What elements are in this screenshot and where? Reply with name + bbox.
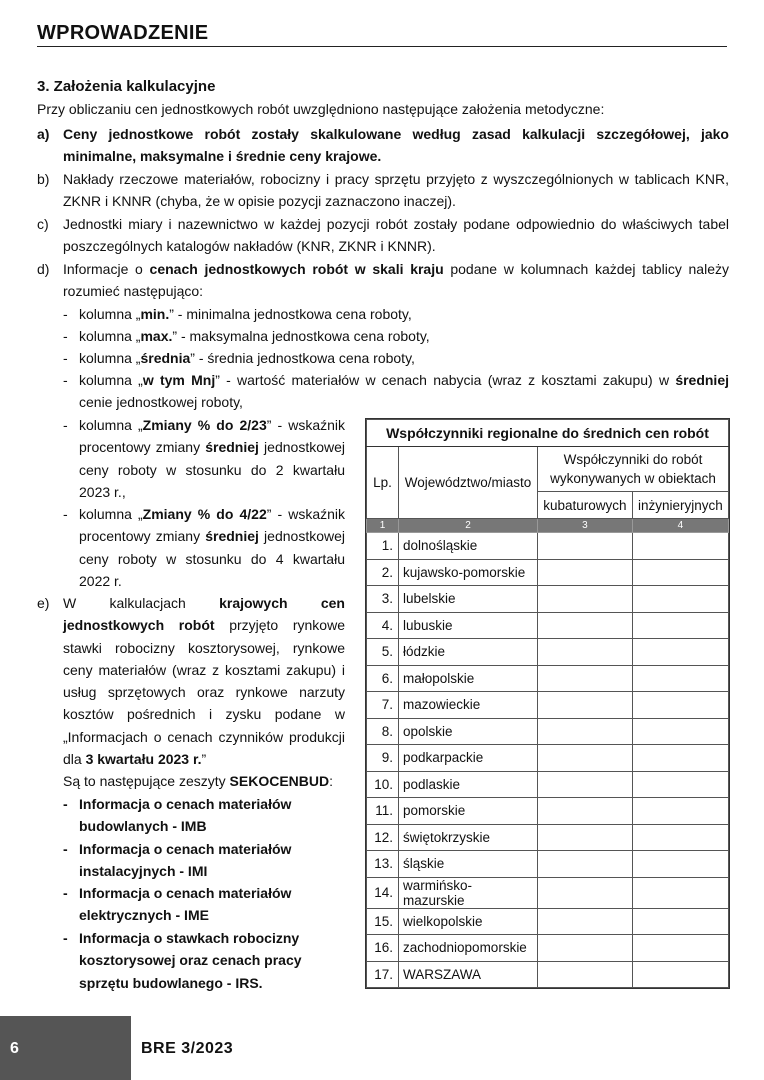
row-inzynieryjnych xyxy=(632,665,728,692)
page-header xyxy=(37,20,727,47)
table-row xyxy=(367,612,729,639)
column-number: 2 xyxy=(399,519,538,533)
table-row xyxy=(367,824,729,851)
table-row xyxy=(367,771,729,798)
table-row xyxy=(367,718,729,745)
row-lp: 14. xyxy=(367,877,399,908)
row-region: lubelskie xyxy=(399,586,538,613)
section-intro: Przy obliczaniu cen jednostkowych robót uwzględniono następujące założenia metodyczne: xyxy=(37,101,605,117)
row-region: podkarpackie xyxy=(399,745,538,772)
row-kubaturowych xyxy=(538,533,633,560)
row-region: kujawsko-pomorskie xyxy=(399,559,538,586)
table-row xyxy=(367,639,729,666)
column-number: 1 xyxy=(367,519,399,533)
column-number: 4 xyxy=(632,519,728,533)
table-row xyxy=(367,935,729,962)
table-row xyxy=(367,692,729,719)
row-lp: 5. xyxy=(367,639,399,666)
row-lp: 10. xyxy=(367,771,399,798)
row-region: świętokrzyskie xyxy=(399,824,538,851)
row-lp: 17. xyxy=(367,961,399,988)
row-inzynieryjnych xyxy=(632,877,728,908)
column-desc-mnj: - kolumna „w tym Mnj” - wartość materiałów w cenach nabycia (wraz z kosztami zakupu) w średniej cenie jednostkowej roboty, xyxy=(63,372,730,411)
table-row xyxy=(367,533,729,560)
header-kubaturowych: kubaturowych xyxy=(538,492,633,519)
page-title: WPROWADZENIE xyxy=(37,22,209,44)
header-group: Współczynniki do robót wykonywanych w obiektach xyxy=(538,447,729,492)
zeszyty-intro: Są to następujące zeszyty SEKOCENBUD: xyxy=(63,773,334,790)
item-a xyxy=(37,123,729,168)
issue-label: BRE 3/2023 xyxy=(141,1040,234,1057)
row-kubaturowych xyxy=(538,559,633,586)
table-row xyxy=(367,908,729,935)
table-row xyxy=(367,745,729,772)
row-kubaturowych xyxy=(538,851,633,878)
row-kubaturowych xyxy=(538,639,633,666)
header-lp: Lp. xyxy=(367,447,399,519)
column-numbers-row xyxy=(367,519,729,533)
row-region: małopolskie xyxy=(399,665,538,692)
item-e xyxy=(37,592,345,793)
table-row xyxy=(367,961,729,988)
regional-coefficients-table xyxy=(365,418,730,989)
row-region: warmińsko-mazurskie xyxy=(399,877,538,908)
table-row xyxy=(367,665,729,692)
item-marker: d) xyxy=(37,261,50,277)
row-inzynieryjnych xyxy=(632,935,728,962)
row-kubaturowych xyxy=(538,586,633,613)
column-desc-srednia: - kolumna „średnia” - średnia jednostkowa cena roboty, xyxy=(63,350,415,366)
row-inzynieryjnych xyxy=(632,851,728,878)
zeszyt-item: - Informacja o cenach materiałów instalacyjnych - IMI xyxy=(63,841,292,880)
row-lp: 13. xyxy=(367,851,399,878)
section-title: 3. Założenia kalkulacyjne xyxy=(37,78,216,95)
row-region: zachodniopomorskie xyxy=(399,935,538,962)
row-lp: 12. xyxy=(367,824,399,851)
row-region: dolnośląskie xyxy=(399,533,538,560)
page-number: 6 xyxy=(10,1040,19,1057)
item-marker: e) xyxy=(37,595,50,611)
row-lp: 4. xyxy=(367,612,399,639)
item-text: Jednostki miary i nazewnictwo w każdej pozycji robót zostały podane odpowiednio do właściwych tabel poszczególnych katalogów nakładów (KNR, ZKNR i KNNR). xyxy=(63,216,729,255)
item-marker: c) xyxy=(37,216,49,232)
column-desc-zmiany-2-23: - kolumna „Zmiany % do 2/23” - wskaźnik procentowy zmiany średniej jednostkowej ceny roboty w stosunku do 2 kwartału 2023 r., xyxy=(63,417,346,500)
row-inzynieryjnych xyxy=(632,961,728,988)
row-kubaturowych xyxy=(538,877,633,908)
row-region: podlaskie xyxy=(399,771,538,798)
row-kubaturowych xyxy=(538,908,633,935)
zeszyt-item: - Informacja o cenach materiałów elektrycznych - IME xyxy=(63,885,292,924)
item-text: Ceny jednostkowe robót zostały skalkulowane według zasad kalkulacji szczegółowej, jako minimalne, maksymalne i średnie ceny krajowe. xyxy=(63,126,729,165)
item-marker: b) xyxy=(37,171,50,187)
row-kubaturowych xyxy=(538,824,633,851)
item-b xyxy=(37,168,729,213)
row-region: lubuskie xyxy=(399,612,538,639)
item-text: Informacje o cenach jednostkowych robót w skali kraju podane w kolumnach każdej tablicy należy rozumieć następująco: xyxy=(63,261,729,300)
table-row xyxy=(367,851,729,878)
row-inzynieryjnych xyxy=(632,533,728,560)
column-desc-min: - kolumna „min.” - minimalna jednostkowa cena roboty, xyxy=(63,306,412,322)
row-lp: 15. xyxy=(367,908,399,935)
row-inzynieryjnych xyxy=(632,824,728,851)
item-text: W kalkulacjach krajowych cen jednostkowych robót przyjęto rynkowe stawki robocizny kosztorysowej, rynkowe ceny materiałów (wraz z kosztami zakupu) i usług sprzętowych oraz rynkowe narzuty kosztów pośrednich i zysku podane w „Informacjach o cenach czynników produkcji dla 3 kwartału 2023 r.” xyxy=(63,595,345,768)
row-region: śląskie xyxy=(399,851,538,878)
row-kubaturowych xyxy=(538,692,633,719)
zeszyt-item: - Informacja o cenach materiałów budowlanych - IMB xyxy=(63,796,292,835)
zeszyt-item: - Informacja o stawkach robocizny kosztorysowej oraz cenach pracy sprzętu budowlanego - IRS. xyxy=(63,930,302,991)
header-inzynieryjnych: inżynieryjnych xyxy=(632,492,728,519)
row-lp: 3. xyxy=(367,586,399,613)
row-inzynieryjnych xyxy=(632,692,728,719)
row-kubaturowych xyxy=(538,665,633,692)
item-marker: a) xyxy=(37,126,50,142)
row-lp: 11. xyxy=(367,798,399,825)
item-c xyxy=(37,213,729,258)
row-lp: 1. xyxy=(367,533,399,560)
table-row xyxy=(367,586,729,613)
row-inzynieryjnych xyxy=(632,718,728,745)
row-region: pomorskie xyxy=(399,798,538,825)
row-inzynieryjnych xyxy=(632,908,728,935)
row-lp: 2. xyxy=(367,559,399,586)
row-inzynieryjnych xyxy=(632,612,728,639)
column-number: 3 xyxy=(538,519,633,533)
table-row xyxy=(367,877,729,908)
footer-page-box xyxy=(0,1016,131,1080)
row-kubaturowych xyxy=(538,935,633,962)
row-inzynieryjnych xyxy=(632,798,728,825)
header-wojewodztwo: Województwo/miasto xyxy=(399,447,538,519)
row-inzynieryjnych xyxy=(632,771,728,798)
row-inzynieryjnych xyxy=(632,639,728,666)
row-inzynieryjnych xyxy=(632,559,728,586)
row-lp: 16. xyxy=(367,935,399,962)
row-kubaturowych xyxy=(538,745,633,772)
row-lp: 9. xyxy=(367,745,399,772)
row-lp: 8. xyxy=(367,718,399,745)
item-text: Nakłady rzeczowe materiałów, robocizny i pracy sprzętu przyjęto z wyszczególnionych w tablicach KNR, ZKNR i KNNR (chyba, że w opisie pozycji zaznaczono inaczej). xyxy=(63,171,729,210)
row-inzynieryjnych xyxy=(632,586,728,613)
row-inzynieryjnych xyxy=(632,745,728,772)
row-region: WARSZAWA xyxy=(399,961,538,988)
row-region: wielkopolskie xyxy=(399,908,538,935)
row-lp: 6. xyxy=(367,665,399,692)
row-kubaturowych xyxy=(538,961,633,988)
table-row xyxy=(367,559,729,586)
column-desc-zmiany-4-22: - kolumna „Zmiany % do 4/22” - wskaźnik procentowy zmiany średniej jednostkowej ceny roboty w stosunku do 4 kwartału 2022 r. xyxy=(63,506,346,589)
row-kubaturowych xyxy=(538,718,633,745)
row-region: opolskie xyxy=(399,718,538,745)
row-kubaturowych xyxy=(538,798,633,825)
table-row xyxy=(367,798,729,825)
item-d xyxy=(37,258,729,303)
table-caption: Współczynniki regionalne do średnich cen robót xyxy=(367,420,729,447)
column-desc-max: - kolumna „max.” - maksymalna jednostkowa cena roboty, xyxy=(63,328,430,344)
row-kubaturowych xyxy=(538,771,633,798)
row-region: mazowieckie xyxy=(399,692,538,719)
row-lp: 7. xyxy=(367,692,399,719)
row-region: łódzkie xyxy=(399,639,538,666)
row-kubaturowych xyxy=(538,612,633,639)
